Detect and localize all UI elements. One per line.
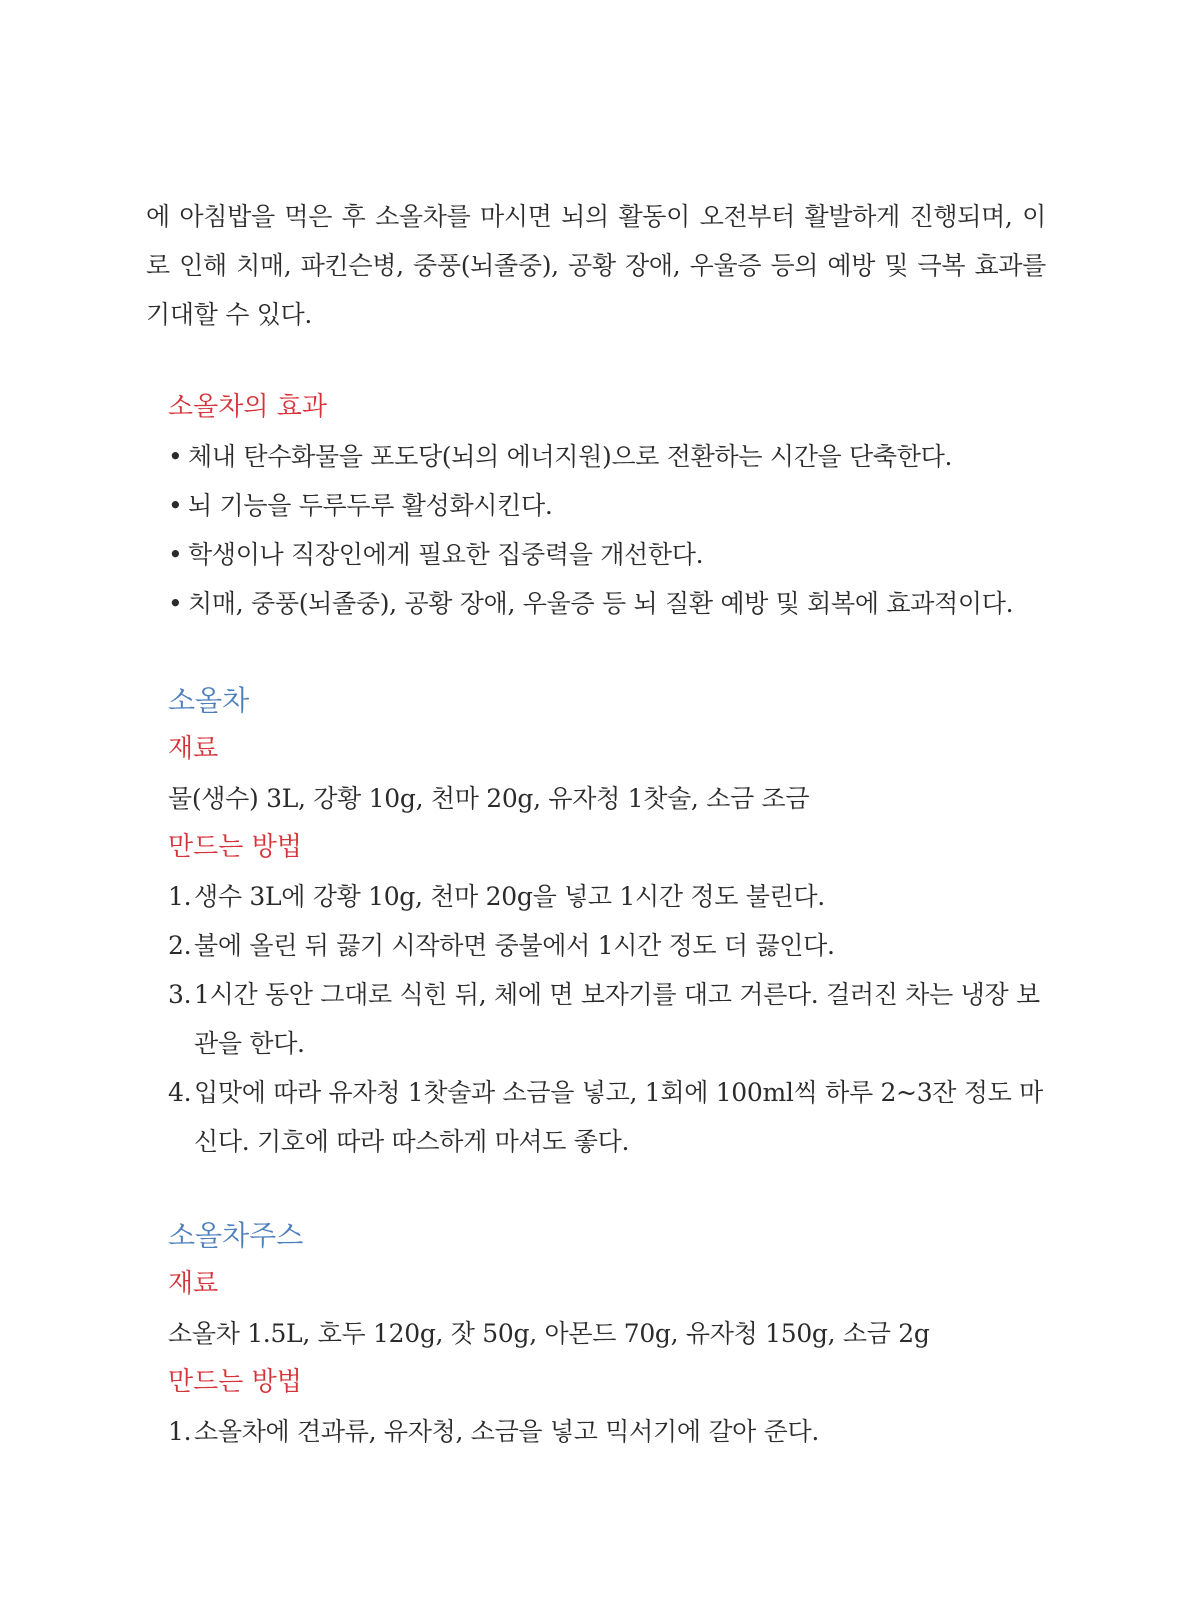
step-number: 4. bbox=[168, 1078, 192, 1107]
effects-section bbox=[168, 383, 1048, 628]
step-item bbox=[168, 1407, 1048, 1456]
recipe-title: 소올차주스 bbox=[168, 1219, 304, 1252]
step-text: 입맛에 따라 유자청 1찻술과 소금을 넣고, 1회에 100ml씩 하루 2~3잔 정도 마신다. 기호에 따라 따스하게 마셔도 좋다. bbox=[194, 1078, 1044, 1156]
recipe-soolcha-juice-section bbox=[168, 1211, 1048, 1456]
recipe-title: 소올차 bbox=[168, 684, 250, 717]
list-item: • 학생이나 직장인에게 필요한 집중력을 개선한다. bbox=[168, 530, 1048, 579]
step-item bbox=[168, 970, 1048, 1068]
list-item: • 치매, 중풍(뇌졸중), 공황 장애, 우울증 등 뇌 질환 예방 및 회복에 효과적이다. bbox=[168, 579, 1048, 628]
method-steps bbox=[168, 1407, 1048, 1456]
list-item: • 뇌 기능을 두루두루 활성화시킨다. bbox=[168, 481, 1048, 530]
step-text: 불에 올린 뒤 끓기 시작하면 중불에서 1시간 정도 더 끓인다. bbox=[194, 931, 835, 960]
recipe-soolcha-section bbox=[168, 676, 1048, 1166]
effects-list bbox=[168, 432, 1048, 628]
ingredients-text: 소올차 1.5L, 호두 120g, 잣 50g, 아몬드 70g, 유자청 150g, 소금 2g bbox=[168, 1319, 930, 1348]
step-item bbox=[168, 921, 1048, 970]
step-text: 소올차에 견과류, 유자청, 소금을 넣고 믹서기에 갈아 준다. bbox=[194, 1417, 820, 1446]
step-number: 2. bbox=[168, 931, 192, 960]
method-heading: 만드는 방법 bbox=[168, 1367, 302, 1397]
ingredients-text: 물(생수) 3L, 강황 10g, 천마 20g, 유자청 1찻술, 소금 조금 bbox=[168, 784, 810, 813]
ingredients-heading: 재료 bbox=[168, 734, 219, 764]
method-steps bbox=[168, 872, 1048, 1166]
step-item bbox=[168, 872, 1048, 921]
step-number: 3. bbox=[168, 980, 192, 1009]
list-item: • 체내 탄수화물을 포도당(뇌의 에너지원)으로 전환하는 시간을 단축한다. bbox=[168, 432, 1048, 481]
step-text: 1시간 동안 그대로 식힌 뒤, 체에 면 보자기를 대고 거른다. 걸러진 차는 냉장 보관을 한다. bbox=[194, 980, 1040, 1058]
step-number: 1. bbox=[168, 1417, 192, 1446]
step-text: 생수 3L에 강황 10g, 천마 20g을 넣고 1시간 정도 불린다. bbox=[194, 882, 825, 911]
step-number: 1. bbox=[168, 882, 192, 911]
intro-paragraph: 에 아침밥을 먹은 후 소올차를 마시면 뇌의 활동이 오전부터 활발하게 진행되며, 이로 인해 치매, 파킨슨병, 중풍(뇌졸중), 공황 장애, 우울증 등의 예방 및 극복 효과를 기대할 수 있다. bbox=[146, 202, 1046, 329]
method-heading: 만드는 방법 bbox=[168, 832, 302, 862]
ingredients-heading: 재료 bbox=[168, 1269, 219, 1299]
step-item bbox=[168, 1068, 1048, 1166]
effects-heading: 소올차의 효과 bbox=[168, 392, 327, 422]
